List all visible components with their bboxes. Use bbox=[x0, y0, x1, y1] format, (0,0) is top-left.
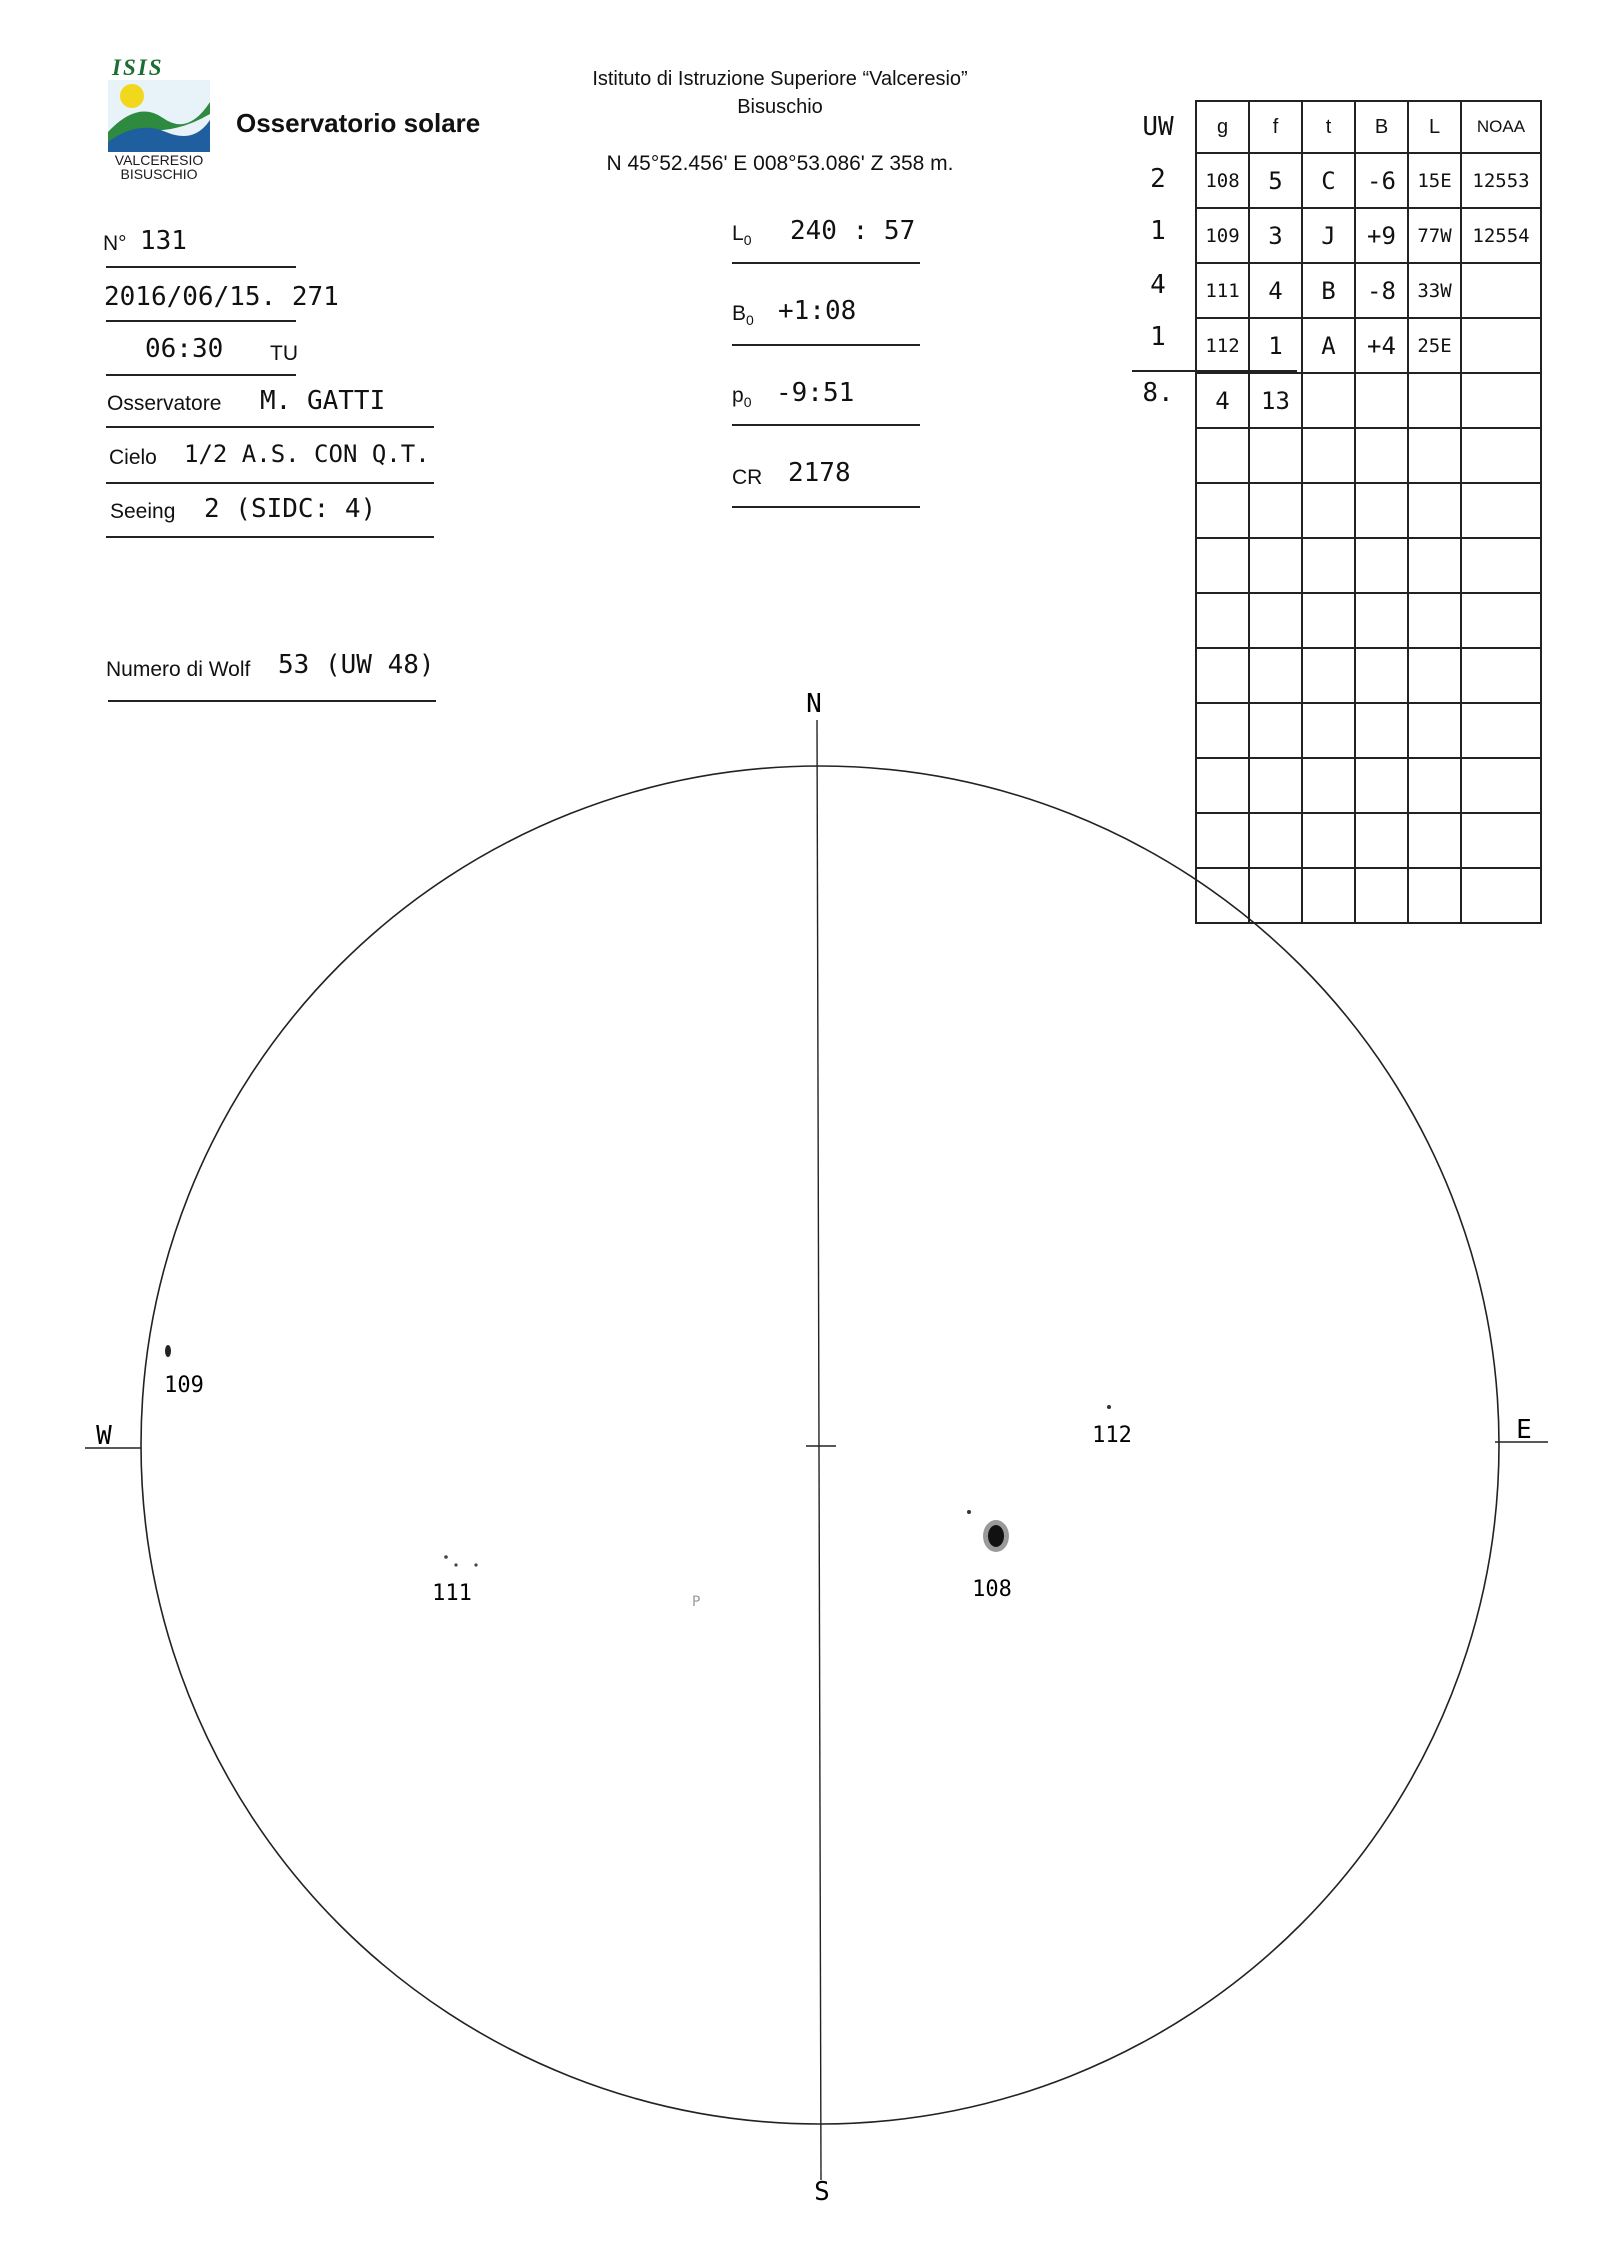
north-label: N bbox=[806, 689, 822, 719]
table-cell: 108 bbox=[1196, 153, 1249, 208]
sky-label: Cielo bbox=[109, 446, 157, 469]
table-cell: 5 bbox=[1249, 153, 1302, 208]
east-label: E bbox=[1516, 1415, 1532, 1445]
table-cell: 1 bbox=[1249, 318, 1302, 373]
header-b: B bbox=[1355, 101, 1408, 153]
seeing-label: Seeing bbox=[110, 500, 176, 523]
sunspot-111-b bbox=[454, 1563, 457, 1566]
table-cell: -6 bbox=[1355, 153, 1408, 208]
cr-value: 2178 bbox=[788, 458, 851, 488]
uw-total: 8. bbox=[1142, 378, 1174, 408]
south-label: S bbox=[814, 2177, 830, 2207]
table-cell: 112 bbox=[1196, 318, 1249, 373]
b0-value: +1:08 bbox=[778, 296, 857, 326]
observer-value: M. GATTI bbox=[260, 386, 386, 416]
b0-label: $B_0$ bbox=[732, 302, 754, 329]
wolf-number-label: Numero di Wolf bbox=[106, 658, 251, 681]
table-cell: B bbox=[1302, 263, 1355, 318]
observatory-title: Osservatorio solare bbox=[236, 108, 481, 138]
header-noaa: NOAA bbox=[1461, 101, 1541, 153]
sunspot-108-umbra bbox=[988, 1525, 1004, 1547]
table-cell: 4 bbox=[1249, 263, 1302, 318]
table-cell: 4 bbox=[1196, 373, 1249, 428]
p0-value: -9:51 bbox=[776, 378, 855, 408]
group-label-112: 112 bbox=[1092, 1423, 1132, 1448]
sunspot-112 bbox=[1107, 1405, 1111, 1409]
sky-value: 1/2 A.S. CON Q.T. bbox=[184, 440, 430, 468]
table-cell: +9 bbox=[1355, 208, 1408, 263]
table-cell: 12553 bbox=[1461, 153, 1541, 208]
time-unit: TU bbox=[270, 342, 298, 365]
logo-caption-line2: BISUSCHIO bbox=[120, 166, 198, 182]
uw-value-1: 2 bbox=[1150, 164, 1166, 194]
table-cell: 25E bbox=[1408, 318, 1461, 373]
sunspot-109 bbox=[165, 1345, 171, 1357]
l0-value: 240 : 57 bbox=[790, 216, 916, 246]
table-cell: 15E bbox=[1408, 153, 1461, 208]
uw-header: UW bbox=[1142, 112, 1174, 142]
header-t: t bbox=[1302, 101, 1355, 153]
number-value: 131 bbox=[140, 226, 187, 256]
header-l: L bbox=[1408, 101, 1461, 153]
uw-value-2: 1 bbox=[1150, 216, 1166, 246]
date-value: 2016/06/15. 271 bbox=[104, 282, 339, 312]
seeing-value: 2 (SIDC: 4) bbox=[204, 494, 377, 524]
group-label-109: 109 bbox=[164, 1373, 204, 1398]
table-cell: +4 bbox=[1355, 318, 1408, 373]
table-cell: 3 bbox=[1249, 208, 1302, 263]
time-value: 06:30 bbox=[145, 334, 224, 364]
group-label-111: 111 bbox=[432, 1581, 472, 1606]
p0-label: $p_0$ bbox=[732, 384, 752, 411]
table-cell: 33W bbox=[1408, 263, 1461, 318]
header-g: g bbox=[1196, 101, 1249, 153]
table-cell: A bbox=[1302, 318, 1355, 373]
logo-caption-line1: VALCERESIO bbox=[114, 152, 204, 168]
sunspot-111-c bbox=[474, 1563, 477, 1566]
table-cell: 77W bbox=[1408, 208, 1461, 263]
north-south-axis bbox=[817, 720, 821, 2180]
observer-label: Osservatore bbox=[107, 392, 222, 415]
wolf-number-value: 53 (UW 48) bbox=[278, 650, 435, 680]
uw-value-4: 1 bbox=[1150, 322, 1166, 352]
logo-text: ISIS bbox=[112, 55, 164, 80]
cr-label: CR bbox=[732, 466, 763, 489]
sunspot-108-small bbox=[967, 1510, 971, 1514]
table-cell: 111 bbox=[1196, 263, 1249, 318]
institute-town: Bisuschio bbox=[737, 96, 823, 118]
table-cell: -8 bbox=[1355, 263, 1408, 318]
west-label: W bbox=[96, 1421, 112, 1451]
table-cell: C bbox=[1302, 153, 1355, 208]
sunspot-111-a bbox=[444, 1555, 448, 1559]
observatory-coordinates: N 45°52.456' E 008°53.086' Z 358 m. bbox=[606, 152, 954, 175]
uw-value-3: 4 bbox=[1150, 270, 1166, 300]
table-cell: 13 bbox=[1249, 373, 1302, 428]
table-cell: J bbox=[1302, 208, 1355, 263]
l0-label: $L_0$ bbox=[732, 222, 752, 249]
table-cell: 109 bbox=[1196, 208, 1249, 263]
number-label: N° bbox=[103, 232, 127, 255]
mark-p: P bbox=[692, 1594, 701, 1610]
group-label-108: 108 bbox=[972, 1577, 1012, 1602]
header-f: f bbox=[1249, 101, 1302, 153]
institute-name: Istituto di Istruzione Superiore “Valceresio” bbox=[592, 68, 968, 90]
table-cell: 12554 bbox=[1461, 208, 1541, 263]
